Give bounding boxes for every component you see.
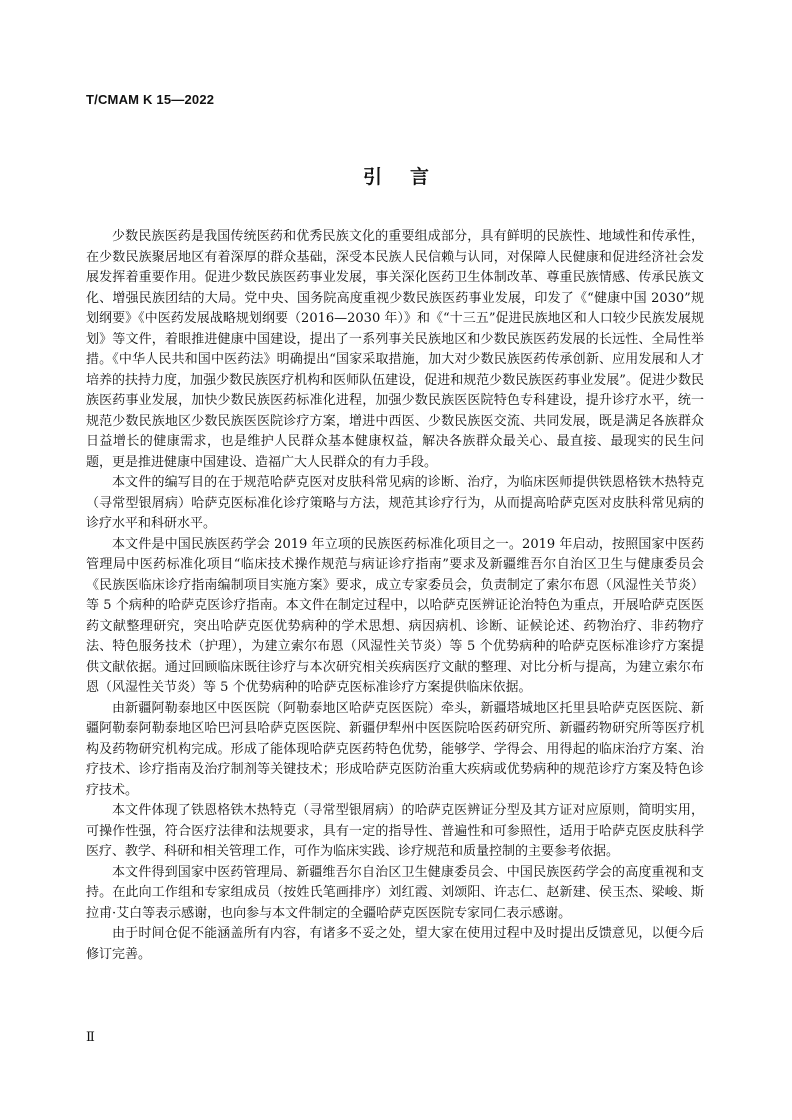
standard-code: T/CMAM K 15—2022 <box>86 92 215 107</box>
introduction-body <box>86 227 704 965</box>
paragraph: 本文件得到国家中医药管理局、新疆维吾尔自治区卫生健康委员会、中国民族医药学会的高度重视和支持。在此向工作组和专家组成员（按姓氏笔画排序）刘红霞、刘颂阳、许志仁、赵新建、侯玉杰、梁峻、斯拉甫·艾白等表示感谢，也向参与本文件制定的全疆哈萨克医医院专家同仁表示感谢。 <box>86 864 704 921</box>
paragraph: 本文件体现了铁恩格铁木热特克（寻常型银屑病）的哈萨克医辨证分型及其方证对应原则，简明实用，可操作性强，符合医疗法律和法规要求，具有一定的指导性、普遍性和可参照性，适用于哈萨克医皮肤科学医疗、教学、科研和相关管理工作，可作为临床实践、诊疗规范和质量控制的主要参考依据。 <box>86 803 704 859</box>
paragraph: 本文件的编写目的在于规范哈萨克医对皮肤科常见病的诊断、治疗，为临床医师提供铁恩格铁木热特克（寻常型银屑病）哈萨克医标准化诊疗策略与方法，规范其诊疗行为，从而提高哈萨克医对皮肤科常见病的诊疗水平和科研水平。 <box>86 475 704 531</box>
paragraph: 本文件是中国民族医药学会 2019 年立项的民族医药标准化项目之一。2019 年启动，按照国家中医药管理局中医药标准化项目“临床技术操作规范与病证诊疗指南”要求及新疆维吾尔自治区卫生与健康委员会《民族医临床诊疗指南编制项目实施方案》要求，成立专家委员会，负责制定了索尔布恩（风湿性关节炎）等 5 个病种的哈萨克医诊疗指南。本文件在制定过程中，以哈萨克医辨证论治特色为重点，开展哈萨克医医药文献整理研究，突出哈萨克医优势病种的学术思想、病因病机、诊断、证候论述、药物治疗、非药物疗法、特色服务技术（护理），为建立索尔布恩（风湿性关节炎）等 5 个优势病种的哈萨克医标准诊疗方案提供文献依据。通过回顾临床既往诊疗与本次研究相关疾病医疗文献的整理、对比分析与提高，为建立索尔布恩（风湿性关节炎）等 5 个优势病种的哈萨克医标准诊疗方案提供临床依据。 <box>86 536 704 695</box>
page-title: 引言 <box>362 166 457 188</box>
paragraph: 由新疆阿勒泰地区中医医院（阿勒泰地区哈萨克医医院）牵头，新疆塔城地区托里县哈萨克医医院、新疆阿勒泰阿勒泰地区哈巴河县哈萨克医医院、新疆伊犁州中医医院哈医药研究所、新疆药物研究所等医疗机构及药物研究机构完成。形成了能体现哈萨克医药特色优势，能够学、学得会、用得起的临床治疗方案、治疗技术、诊疗指南及治疗制剂等关键技术；形成哈萨克医防治重大疾病或优势病种的规范诊疗方案及特色诊疗技术。 <box>86 700 704 798</box>
paragraph: 少数民族医药是我国传统医药和优秀民族文化的重要组成部分，具有鲜明的民族性、地域性和传承性，在少数民族聚居地区有着深厚的群众基础，深受本民族人民信赖与认同，对保障人民健康和促进经济社会发展发挥着重要作用。促进少数民族医药事业发展，事关深化医药卫生体制改革、尊重民族情感、传承民族文化、增强民族团结的大局。党中央、国务院高度重视少数民族医药事业发展，印发了《“健康中国 2030”规划纲要》《中医药发展战略规划纲要（2016—2030 年）》和《“十三五”促进民族地区和人口较少民族发展规划》等文件，着眼推进健康中国建设，提出了一系列事关民族地区和少数民族医药发展的长远性、全局性举措。《中华人民共和国中医药法》明确提出“国家采取措施，加大对少数民族医药传承创新、应用发展和人才培养的扶持力度，加强少数民族医疗机构和医师队伍建设，促进和规范少数民族医药事业发展”。促进少数民族医药事业发展，加快少数民族医药标准化进程，加强少数民族医医院特色专科建设，提升诊疗水平，统一规范少数民族地区少数民族医医院诊疗方案，增进中西医、少数民族医交流、共同发展，既是满足各族群众日益增长的健康需求，也是维护人民群众基本健康权益，解决各族群众最关心、最直接、最现实的民生问题，更是推进健康中国建设、造福广大人民群众的有力手段。 <box>86 229 704 470</box>
paragraph: 由于时间仓促不能涵盖所有内容，有诸多不妥之处，望大家在使用过程中及时提出反馈意见，以便今后修订完善。 <box>86 926 704 962</box>
page-number: Ⅱ <box>86 1030 95 1045</box>
